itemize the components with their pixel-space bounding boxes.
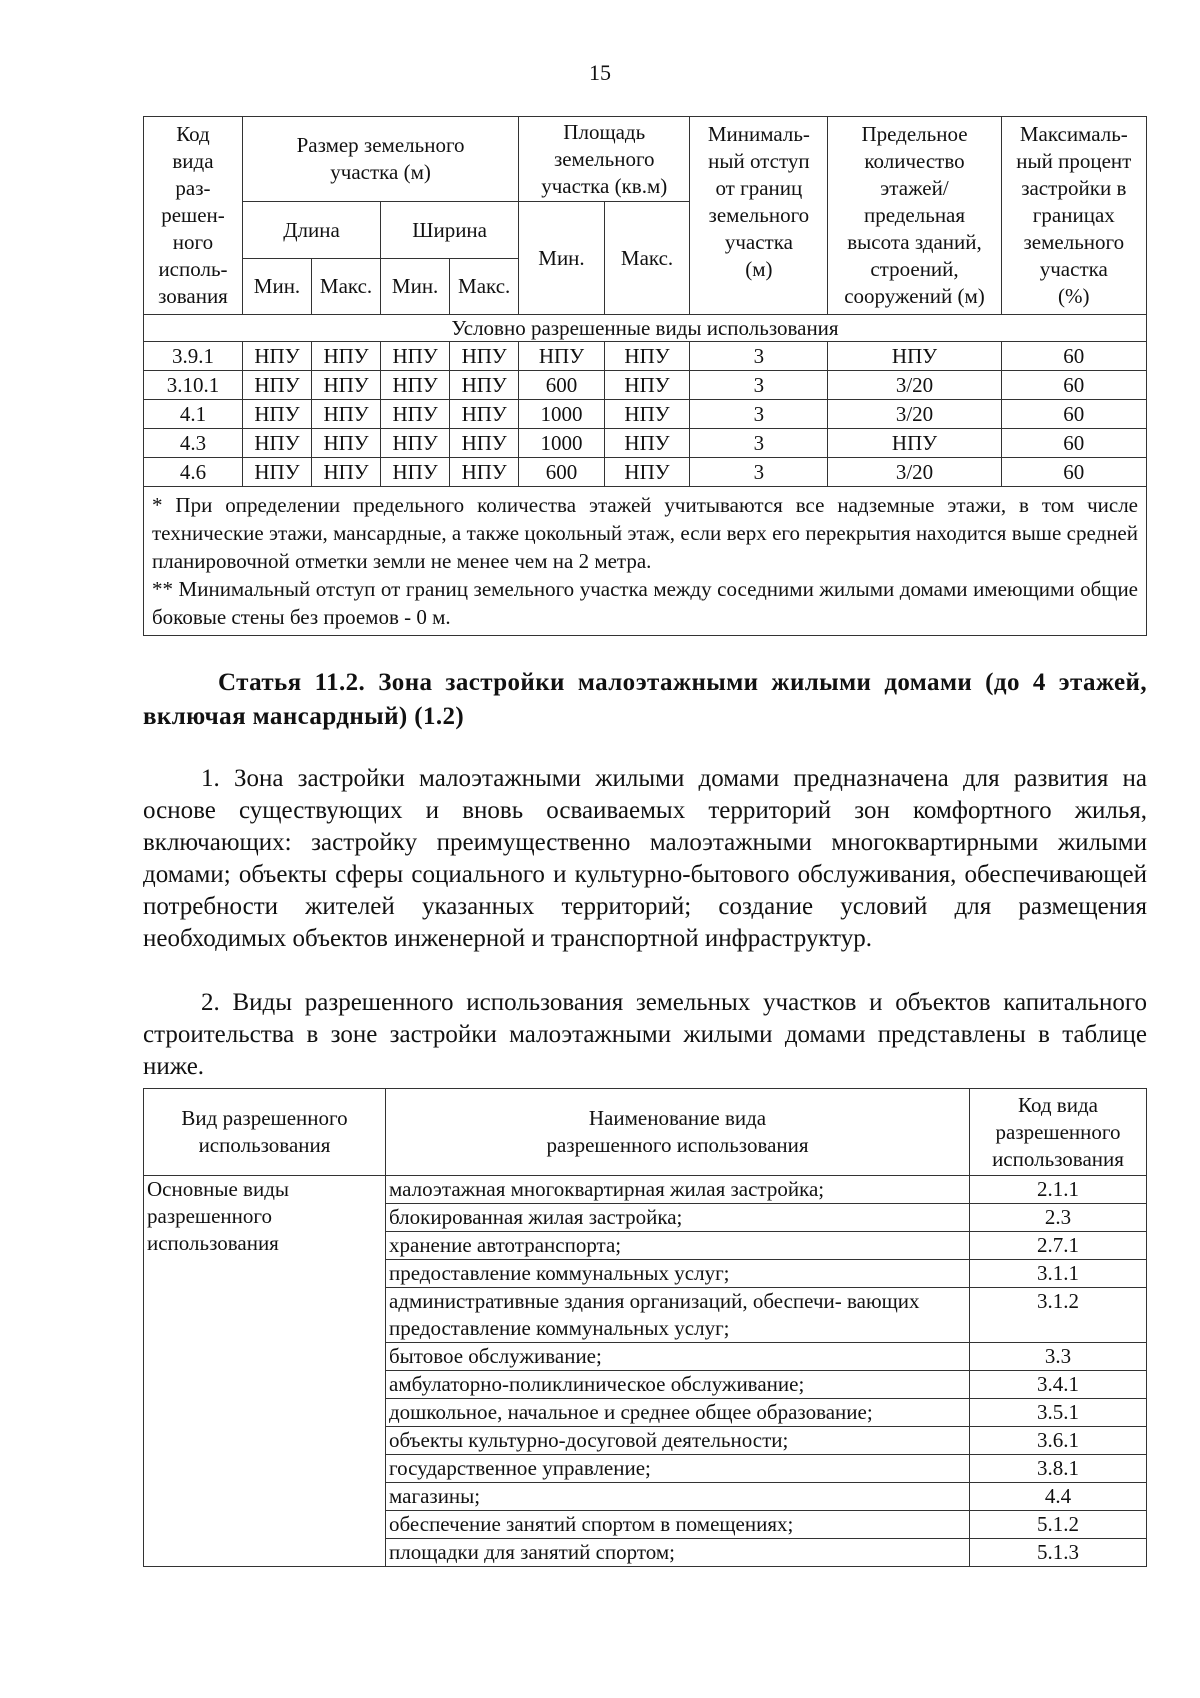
header-length: Длина <box>242 202 380 259</box>
table-cell: НПУ <box>604 429 690 458</box>
table-cell: НПУ <box>450 342 519 371</box>
table-cell: НПУ <box>242 458 311 487</box>
use-name: дошкольное, начальное и среднее общее образование; <box>386 1399 970 1427</box>
table-row <box>144 400 1147 429</box>
table-cell: 3/20 <box>828 400 1001 429</box>
use-code: 3.1.1 <box>970 1260 1147 1288</box>
table-cell: 600 <box>519 371 605 400</box>
table-cell: НПУ <box>604 371 690 400</box>
use-name: обеспечение занятий спортом в помещениях; <box>386 1511 970 1539</box>
table-cell: НПУ <box>242 371 311 400</box>
header-size: Размер земельного участка (м) <box>242 117 518 202</box>
group-label: Основные виды разрешенного использования <box>144 1176 386 1567</box>
use-name: блокированная жилая застройка; <box>386 1204 970 1232</box>
table-cell: 3 <box>690 371 828 400</box>
note-setback: ** Минимальный отступ от границ земельного участка между соседними жилыми домами имеющими общие боковые стены без проемов - 0 м. <box>152 577 1138 629</box>
header-use-name: Наименование вида разрешенного использования <box>386 1089 970 1176</box>
header-width-min: Мин. <box>381 259 450 315</box>
table-cell: 60 <box>1001 429 1146 458</box>
header-length-min: Мин. <box>242 259 311 315</box>
table-cell: НПУ <box>450 400 519 429</box>
header-width-max: Макс. <box>450 259 519 315</box>
header-use-code: Код вида разрешенного использования <box>970 1089 1147 1176</box>
table-cell: НПУ <box>242 400 311 429</box>
use-code: 3.4.1 <box>970 1371 1147 1399</box>
table-cell: НПУ <box>312 458 381 487</box>
list-item <box>144 1176 1147 1204</box>
table-row <box>144 342 1147 371</box>
table-cell: НПУ <box>312 342 381 371</box>
note-floors: * При определении предельного количества этажей учитываются все надземные этажи, в том числе технические этажи, мансардные, а также цокольный этаж, если верх его перекрытия находится выше средней планировочной отметки земли не менее чем на 2 метра. <box>152 493 1138 573</box>
table-cell: 4.3 <box>144 429 243 458</box>
table-cell: 60 <box>1001 400 1146 429</box>
table-cell: НПУ <box>604 458 690 487</box>
table-cell: НПУ <box>450 429 519 458</box>
use-code: 4.4 <box>970 1483 1147 1511</box>
table-cell: НПУ <box>519 342 605 371</box>
use-name: малоэтажная многоквартирная жилая застройка; <box>386 1176 970 1204</box>
table-cell: 4.1 <box>144 400 243 429</box>
permitted-uses-table <box>143 1088 1147 1567</box>
header-length-max: Макс. <box>312 259 381 315</box>
header-area-max: Макс. <box>604 202 690 315</box>
header-width: Ширина <box>381 202 519 259</box>
table-cell: НПУ <box>604 342 690 371</box>
use-code: 3.3 <box>970 1343 1147 1371</box>
table-cell: НПУ <box>381 429 450 458</box>
table-cell: 3/20 <box>828 371 1001 400</box>
use-name: административные здания организаций, обеспечи- вающих предоставление коммунальных услуг; <box>386 1288 970 1343</box>
table-cell: НПУ <box>450 371 519 400</box>
table-row <box>144 458 1147 487</box>
table-cell: НПУ <box>450 458 519 487</box>
table-cell: 3 <box>690 342 828 371</box>
table-cell: НПУ <box>381 371 450 400</box>
table-cell: 3 <box>690 429 828 458</box>
header-use-type: Вид разрешенного использования <box>144 1089 386 1176</box>
table-cell: НПУ <box>828 429 1001 458</box>
use-code: 2.3 <box>970 1204 1147 1232</box>
table-cell: 3 <box>690 400 828 429</box>
use-code: 3.5.1 <box>970 1399 1147 1427</box>
table-cell: 1000 <box>519 400 605 429</box>
table-cell: НПУ <box>381 342 450 371</box>
table-cell: НПУ <box>312 429 381 458</box>
land-parameters-table <box>143 116 1147 636</box>
use-name: магазины; <box>386 1483 970 1511</box>
table-row <box>144 429 1147 458</box>
table-cell: НПУ <box>242 342 311 371</box>
paragraph-1: 1. Зона застройки малоэтажными жилыми домами предназначена для развития на основе существующих и вновь осваиваемых территорий зон комфортного жилья, включающих: застройку преимущественно малоэтажными многоквартирными жилыми домами; объекты сферы социального и культурно-бытового обслуживания, обеспечивающей потребности жителей указанных территорий; создание условий для размещения необходимых объектов инженерной и транспортной инфраструктур. <box>143 765 1147 952</box>
header-code: Код вида раз- решен- ного исполь- зования <box>144 117 243 315</box>
header-floors: Предельное количество этажей/ предельная высота зданий, строений, сооружений (м) <box>828 117 1001 315</box>
table-cell: 1000 <box>519 429 605 458</box>
header-area: Площадь земельного участка (кв.м) <box>519 117 690 202</box>
use-name: хранение автотранспорта; <box>386 1232 970 1260</box>
use-code: 3.8.1 <box>970 1455 1147 1483</box>
table-notes <box>144 487 1147 636</box>
header-setback: Минималь- ный отступ от границ земельного участка (м) <box>690 117 828 315</box>
table-cell: 60 <box>1001 458 1146 487</box>
use-code: 2.7.1 <box>970 1232 1147 1260</box>
page-number: 15 <box>589 60 611 85</box>
table-cell: 60 <box>1001 371 1146 400</box>
section-title: Условно разрешенные виды использования <box>144 315 1147 342</box>
table-cell: НПУ <box>312 371 381 400</box>
table-cell: НПУ <box>828 342 1001 371</box>
article-heading: Статья 11.2. Зона застройки малоэтажными жилыми домами (до 4 этажей, включая мансардный) (1.2) <box>143 669 1147 730</box>
header-area-min: Мин. <box>519 202 605 315</box>
table-cell: 4.6 <box>144 458 243 487</box>
table-cell: НПУ <box>381 400 450 429</box>
use-name: площадки для занятий спортом; <box>386 1539 970 1567</box>
table-cell: 3.10.1 <box>144 371 243 400</box>
table-cell: 600 <box>519 458 605 487</box>
use-name: объекты культурно-досуговой деятельности; <box>386 1427 970 1455</box>
table-cell: 60 <box>1001 342 1146 371</box>
use-code: 3.1.2 <box>970 1288 1147 1343</box>
table-cell: НПУ <box>381 458 450 487</box>
table-cell: НПУ <box>242 429 311 458</box>
paragraph-2: 2. Виды разрешенного использования земельных участков и объектов капитального строительства в зоне застройки малоэтажными жилыми домами представлены в таблице ниже. <box>143 989 1147 1080</box>
table-cell: 3/20 <box>828 458 1001 487</box>
use-name: государственное управление; <box>386 1455 970 1483</box>
use-code: 2.1.1 <box>970 1176 1147 1204</box>
use-code: 5.1.2 <box>970 1511 1147 1539</box>
use-name: амбулаторно-поликлиническое обслуживание; <box>386 1371 970 1399</box>
table-cell: НПУ <box>312 400 381 429</box>
use-name: бытовое обслуживание; <box>386 1343 970 1371</box>
header-percent: Максималь- ный процент застройки в границах земельного участка (%) <box>1001 117 1146 315</box>
table-cell: 3.9.1 <box>144 342 243 371</box>
use-code: 5.1.3 <box>970 1539 1147 1567</box>
table-row <box>144 371 1147 400</box>
table-cell: 3 <box>690 458 828 487</box>
use-name: предоставление коммунальных услуг; <box>386 1260 970 1288</box>
use-code: 3.6.1 <box>970 1427 1147 1455</box>
table-cell: НПУ <box>604 400 690 429</box>
table2-body <box>144 1176 1147 1567</box>
table1-body <box>144 342 1147 487</box>
